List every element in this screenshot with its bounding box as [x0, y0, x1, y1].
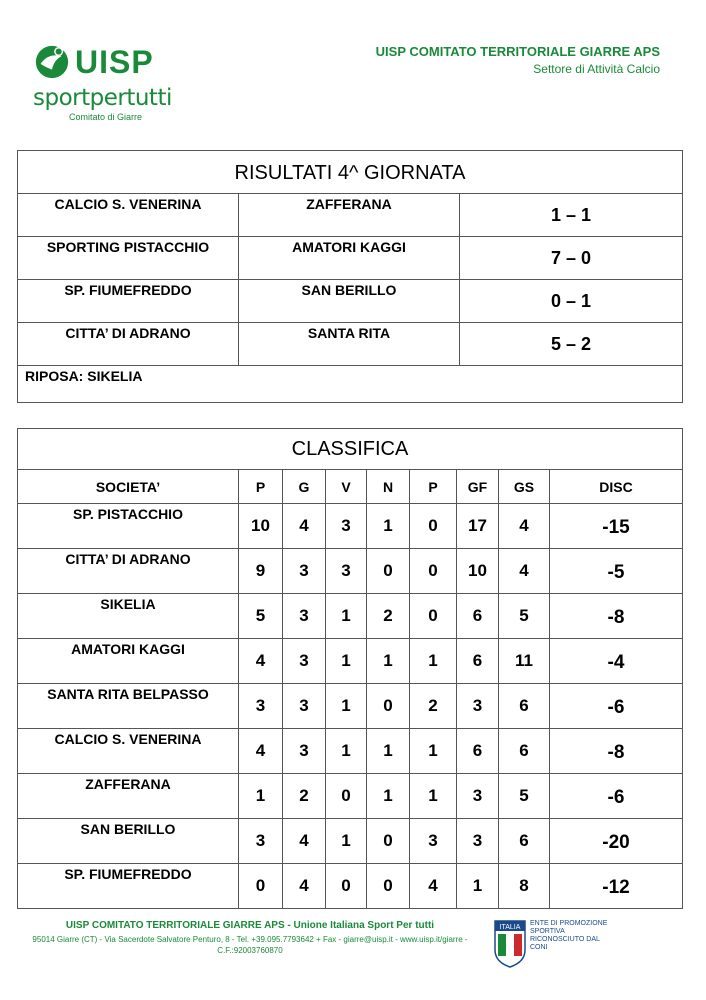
points: 1 [239, 774, 283, 819]
goals-against: 5 [499, 594, 550, 639]
games: 4 [283, 864, 326, 909]
games: 4 [283, 504, 326, 549]
goals-against: 11 [499, 639, 550, 684]
logo-text: UISP [75, 44, 154, 80]
match-row [18, 323, 683, 366]
table-row [18, 549, 683, 594]
italia-label: ITALIA [499, 924, 521, 931]
draws: 1 [367, 639, 410, 684]
draws: 0 [367, 549, 410, 594]
away-team: AMATORI KAGGI [239, 237, 460, 280]
away-team: SANTA RITA [239, 323, 460, 366]
losses: 1 [410, 774, 457, 819]
table-row [18, 594, 683, 639]
losses: 0 [410, 549, 457, 594]
losses: 0 [410, 504, 457, 549]
column-header: N [367, 470, 410, 504]
goals-against: 4 [499, 504, 550, 549]
column-header: GS [499, 470, 550, 504]
games: 3 [283, 729, 326, 774]
away-team: ZAFFERANA [239, 194, 460, 237]
goals-against: 5 [499, 774, 550, 819]
team-name: CITTA’ DI ADRANO [18, 549, 239, 594]
draws: 0 [367, 819, 410, 864]
table-row [18, 729, 683, 774]
draws: 0 [367, 864, 410, 909]
logo-subtitle: sportpertutti [33, 85, 172, 111]
coni-badge [494, 920, 610, 968]
table-row [18, 684, 683, 729]
draws: 2 [367, 594, 410, 639]
table-row [18, 864, 683, 909]
goals-for: 6 [457, 639, 499, 684]
losses: 4 [410, 864, 457, 909]
wins: 0 [326, 774, 367, 819]
table-row [18, 504, 683, 549]
losses: 0 [410, 594, 457, 639]
games: 3 [283, 684, 326, 729]
games: 3 [283, 549, 326, 594]
footer [20, 920, 480, 956]
points: 3 [239, 684, 283, 729]
discipline: -6 [550, 774, 683, 819]
uisp-emblem-icon [33, 43, 71, 81]
points: 3 [239, 819, 283, 864]
match-score: 7 – 0 [460, 237, 683, 280]
team-name: SP. FIUMEFREDDO [18, 864, 239, 909]
games: 4 [283, 819, 326, 864]
wins: 1 [326, 639, 367, 684]
draws: 0 [367, 684, 410, 729]
column-header: V [326, 470, 367, 504]
wins: 1 [326, 684, 367, 729]
team-name: SIKELIA [18, 594, 239, 639]
team-name: CALCIO S. VENERINA [18, 729, 239, 774]
games: 3 [283, 594, 326, 639]
goals-for: 6 [457, 594, 499, 639]
standings-title: CLASSIFICA [18, 429, 683, 470]
goals-for: 3 [457, 819, 499, 864]
wins: 0 [326, 864, 367, 909]
table-row [18, 774, 683, 819]
wins: 1 [326, 594, 367, 639]
losses: 3 [410, 819, 457, 864]
losses: 2 [410, 684, 457, 729]
draws: 1 [367, 729, 410, 774]
points: 5 [239, 594, 283, 639]
goals-for: 3 [457, 684, 499, 729]
points: 0 [239, 864, 283, 909]
draws: 1 [367, 504, 410, 549]
discipline: -8 [550, 594, 683, 639]
org-name: UISP COMITATO TERRITORIALE GIARRE APS [375, 44, 660, 59]
wins: 3 [326, 504, 367, 549]
standings-table [17, 428, 683, 909]
coni-text: ENTE DI PROMOZIONE SPORTIVA RICONOSCIUTO DAL CONI [530, 920, 608, 951]
wins: 1 [326, 819, 367, 864]
table-row [18, 639, 683, 684]
points: 4 [239, 729, 283, 774]
uisp-logo [33, 40, 183, 125]
points: 10 [239, 504, 283, 549]
column-header: SOCIETA’ [18, 470, 239, 504]
home-team: SP. FIUMEFREDDO [18, 280, 239, 323]
team-name: SP. PISTACCHIO [18, 504, 239, 549]
sector-name: Settore di Attività Calcio [533, 62, 660, 76]
match-score: 1 – 1 [460, 194, 683, 237]
footer-address: 95014 Giarre (CT) - Via Sacerdote Salvatore Penturo, 8 - Tel. +39.095.7793642 + Fax - giarre@uisp.it - www.uisp.it/giarre - [32, 935, 468, 944]
goals-against: 6 [499, 729, 550, 774]
logo-comitato: Comitato di Giarre [69, 112, 143, 122]
match-row [18, 280, 683, 323]
team-name: SAN BERILLO [18, 819, 239, 864]
games: 3 [283, 639, 326, 684]
discipline: -8 [550, 729, 683, 774]
match-score: 0 – 1 [460, 280, 683, 323]
goals-against: 8 [499, 864, 550, 909]
team-name: ZAFFERANA [18, 774, 239, 819]
column-header: P [239, 470, 283, 504]
home-team: CITTA’ DI ADRANO [18, 323, 239, 366]
losses: 1 [410, 639, 457, 684]
points: 4 [239, 639, 283, 684]
goals-for: 3 [457, 774, 499, 819]
column-header: G [283, 470, 326, 504]
goals-for: 6 [457, 729, 499, 774]
results-table [17, 150, 683, 403]
column-header: P [410, 470, 457, 504]
home-team: CALCIO S. VENERINA [18, 194, 239, 237]
results-title: RISULTATI 4^ GIORNATA [18, 151, 683, 194]
standings-header-row [18, 470, 683, 504]
footer-cf: C.F.:92003760870 [217, 946, 283, 955]
match-row [18, 237, 683, 280]
column-header: DISC [550, 470, 683, 504]
match-row [18, 194, 683, 237]
away-team: SAN BERILLO [239, 280, 460, 323]
discipline: -6 [550, 684, 683, 729]
points: 9 [239, 549, 283, 594]
wins: 1 [326, 729, 367, 774]
goals-for: 1 [457, 864, 499, 909]
goals-against: 4 [499, 549, 550, 594]
match-score: 5 – 2 [460, 323, 683, 366]
header-org-info [376, 44, 660, 76]
discipline: -15 [550, 504, 683, 549]
goals-against: 6 [499, 684, 550, 729]
draws: 1 [367, 774, 410, 819]
team-name: SANTA RITA BELPASSO [18, 684, 239, 729]
discipline: -4 [550, 639, 683, 684]
wins: 3 [326, 549, 367, 594]
goals-for: 17 [457, 504, 499, 549]
goals-for: 10 [457, 549, 499, 594]
discipline: -5 [550, 549, 683, 594]
table-row [18, 819, 683, 864]
column-header: GF [457, 470, 499, 504]
home-team: SPORTING PISTACCHIO [18, 237, 239, 280]
italia-shield-icon [494, 920, 526, 968]
goals-against: 6 [499, 819, 550, 864]
discipline: -20 [550, 819, 683, 864]
games: 2 [283, 774, 326, 819]
discipline: -12 [550, 864, 683, 909]
riposa-note: RIPOSA: SIKELIA [18, 366, 683, 403]
losses: 1 [410, 729, 457, 774]
team-name: AMATORI KAGGI [18, 639, 239, 684]
footer-title: UISP COMITATO TERRITORIALE GIARRE APS - Unione Italiana Sport Per tutti [65, 920, 435, 931]
